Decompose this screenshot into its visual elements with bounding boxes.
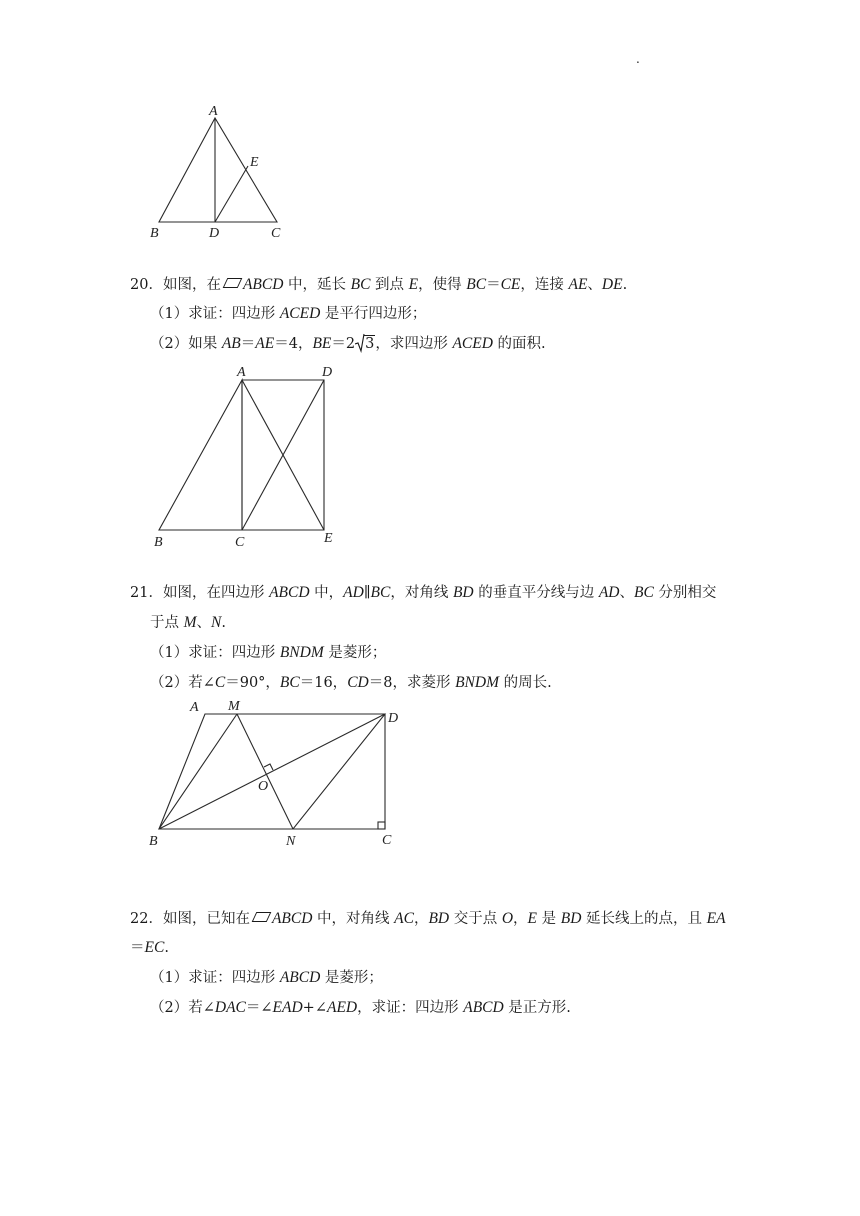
label-b: B xyxy=(150,226,159,241)
right-angle-mark-c xyxy=(378,822,385,829)
segment-de xyxy=(215,166,248,222)
label-a: A xyxy=(209,104,218,119)
label-a: A xyxy=(237,365,246,380)
label-d: D xyxy=(209,226,220,241)
figure-q21 xyxy=(140,695,410,855)
label-d: D xyxy=(388,711,399,726)
radicand: 3 xyxy=(365,336,375,352)
label-b: B xyxy=(154,535,163,550)
figure-q19 xyxy=(140,100,300,245)
question-21-stem-line-1: 21．如图，在四边形 ABCD 中，AD∥BC，对角线 BD 的垂直平分线与边 AD、BC 分别相交 xyxy=(130,584,717,601)
parallelogram-symbol xyxy=(223,278,243,288)
question-22-part-1: （1）求证：四边形 ABCD 是菱形； xyxy=(150,969,383,986)
page-dot: . xyxy=(636,52,640,66)
label-e: E xyxy=(324,531,333,546)
question-22-part-2: （2）若∠DAC＝∠EAD+∠AED，求证：四边形 ABCD 是正方形. xyxy=(150,999,571,1016)
question-number: 21． xyxy=(130,585,163,601)
label-d: D xyxy=(322,365,333,380)
question-number: 22． xyxy=(130,911,163,927)
question-20-stem: 20．如图，在 ABCD 中，延长 BC 到点 E，使得 BC＝CE，连接 AE、DE. xyxy=(130,276,628,293)
question-22-stem-line-1: 22．如图，已知在 ABCD 中，对角线 AC，BD 交于点 O，E 是 BD 延长线上的点，且 EA xyxy=(130,910,726,927)
label-a: A xyxy=(190,700,199,715)
label-b: B xyxy=(149,834,158,849)
label-o: O xyxy=(258,779,269,794)
figure-q20 xyxy=(145,358,355,553)
triangle-abc xyxy=(159,118,277,222)
question-21-stem-line-2: 于点 M、N. xyxy=(150,614,226,631)
question-number: 20． xyxy=(130,277,163,293)
question-21-part-1: （1）求证：四边形 BNDM 是菱形； xyxy=(150,644,387,661)
question-21-part-2: （2）若∠C＝90°，BC＝16，CD＝8，求菱形 BNDM 的周长. xyxy=(150,674,552,691)
diagonal-bd xyxy=(159,714,385,829)
label-n: N xyxy=(286,834,296,849)
label-m: M xyxy=(228,699,240,714)
parallelogram-symbol xyxy=(252,912,272,922)
triangle-abc xyxy=(159,380,242,530)
segment-mn xyxy=(237,714,293,829)
label-c: C xyxy=(235,535,245,550)
question-20-part-2: （2）如果 AB＝AE＝4，BE＝2 3，求四边形 ACED 的面积. xyxy=(150,335,546,352)
label-c: C xyxy=(382,833,392,848)
label-c: C xyxy=(271,226,281,241)
question-22-stem-line-2: ＝EC. xyxy=(130,939,169,956)
label-e: E xyxy=(250,155,259,170)
question-20-part-1: （1）求证：四边形 ACED 是平行四边形； xyxy=(150,305,427,322)
square-root xyxy=(355,334,375,354)
right-angle-mark-o xyxy=(264,764,273,770)
